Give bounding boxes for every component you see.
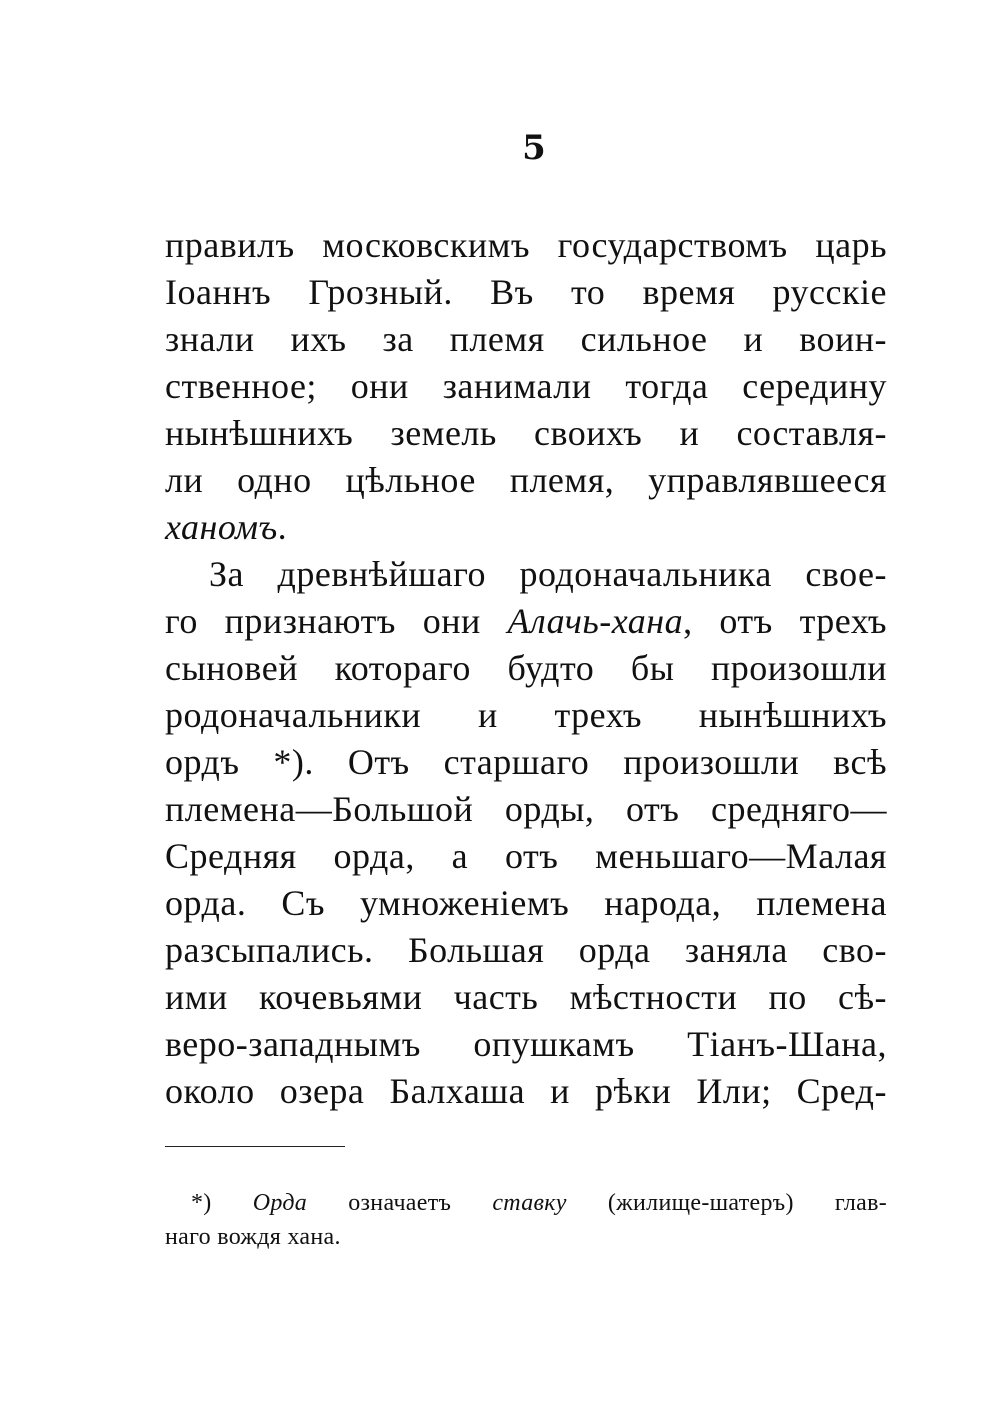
- text-line: [165, 504, 887, 551]
- text-line: сыновей котораго будто бы произошли: [165, 648, 887, 688]
- text-line: [165, 598, 887, 645]
- text-line: нынѣшнихъ земель своихъ и составля-: [165, 413, 887, 453]
- text-line: знали ихъ за племя сильное и воин-: [165, 319, 887, 359]
- text-line: Іоаннъ Грозный. Въ то время русскіе: [165, 272, 887, 312]
- italic-word: ханомъ: [165, 507, 278, 547]
- text-line: разсыпались. Большая орда заняла сво-: [165, 930, 887, 970]
- text-fragment: (жилище-шатеръ) глав-: [566, 1190, 887, 1216]
- text-line: ими кочевьями часть мѣстности по сѣ-: [165, 977, 887, 1017]
- italic-name: Алачь-хана: [507, 601, 684, 641]
- text-line: племена—Большой орды, отъ средняго—: [165, 789, 887, 829]
- italic-word: ставку: [492, 1190, 567, 1216]
- text-line: родоначальники и трехъ нынѣшнихъ: [165, 695, 887, 735]
- text-line: За древнѣйшаго родоначальника свое-: [209, 554, 887, 594]
- text-line: ственное; они занимали тогда середину: [165, 366, 887, 406]
- footnote-divider: [165, 1146, 345, 1147]
- main-text: [165, 222, 887, 1115]
- text-line: веро-западнымъ опушкамъ Тіанъ-Шана,: [165, 1024, 887, 1064]
- text-line: ордъ *). Отъ старшаго произошли всѣ: [165, 742, 887, 782]
- italic-term: Орда: [252, 1190, 308, 1216]
- text-line: Средняя орда, а отъ меньшаго—Малая: [165, 836, 887, 876]
- text-line: около озера Балхаша и рѣки Или; Сред-: [165, 1071, 887, 1111]
- footnote: [165, 1186, 887, 1254]
- text-line: правилъ московскимъ государствомъ царь: [165, 225, 887, 265]
- footnote-line: [165, 1186, 887, 1220]
- text-fragment: го признаютъ они: [165, 601, 508, 641]
- text-fragment: означаетъ: [307, 1190, 493, 1216]
- footnote-marker: *): [191, 1190, 253, 1216]
- footnote-line: наго вождя хана.: [165, 1224, 341, 1250]
- text-line: орда. Съ умноженіемъ народа, племена: [165, 883, 887, 923]
- punctuation: .: [277, 507, 288, 547]
- text-fragment: , отъ трехъ: [683, 601, 887, 641]
- page-number: 5: [522, 128, 546, 168]
- text-line: ли одно цѣльное племя, управлявшееся: [165, 460, 887, 500]
